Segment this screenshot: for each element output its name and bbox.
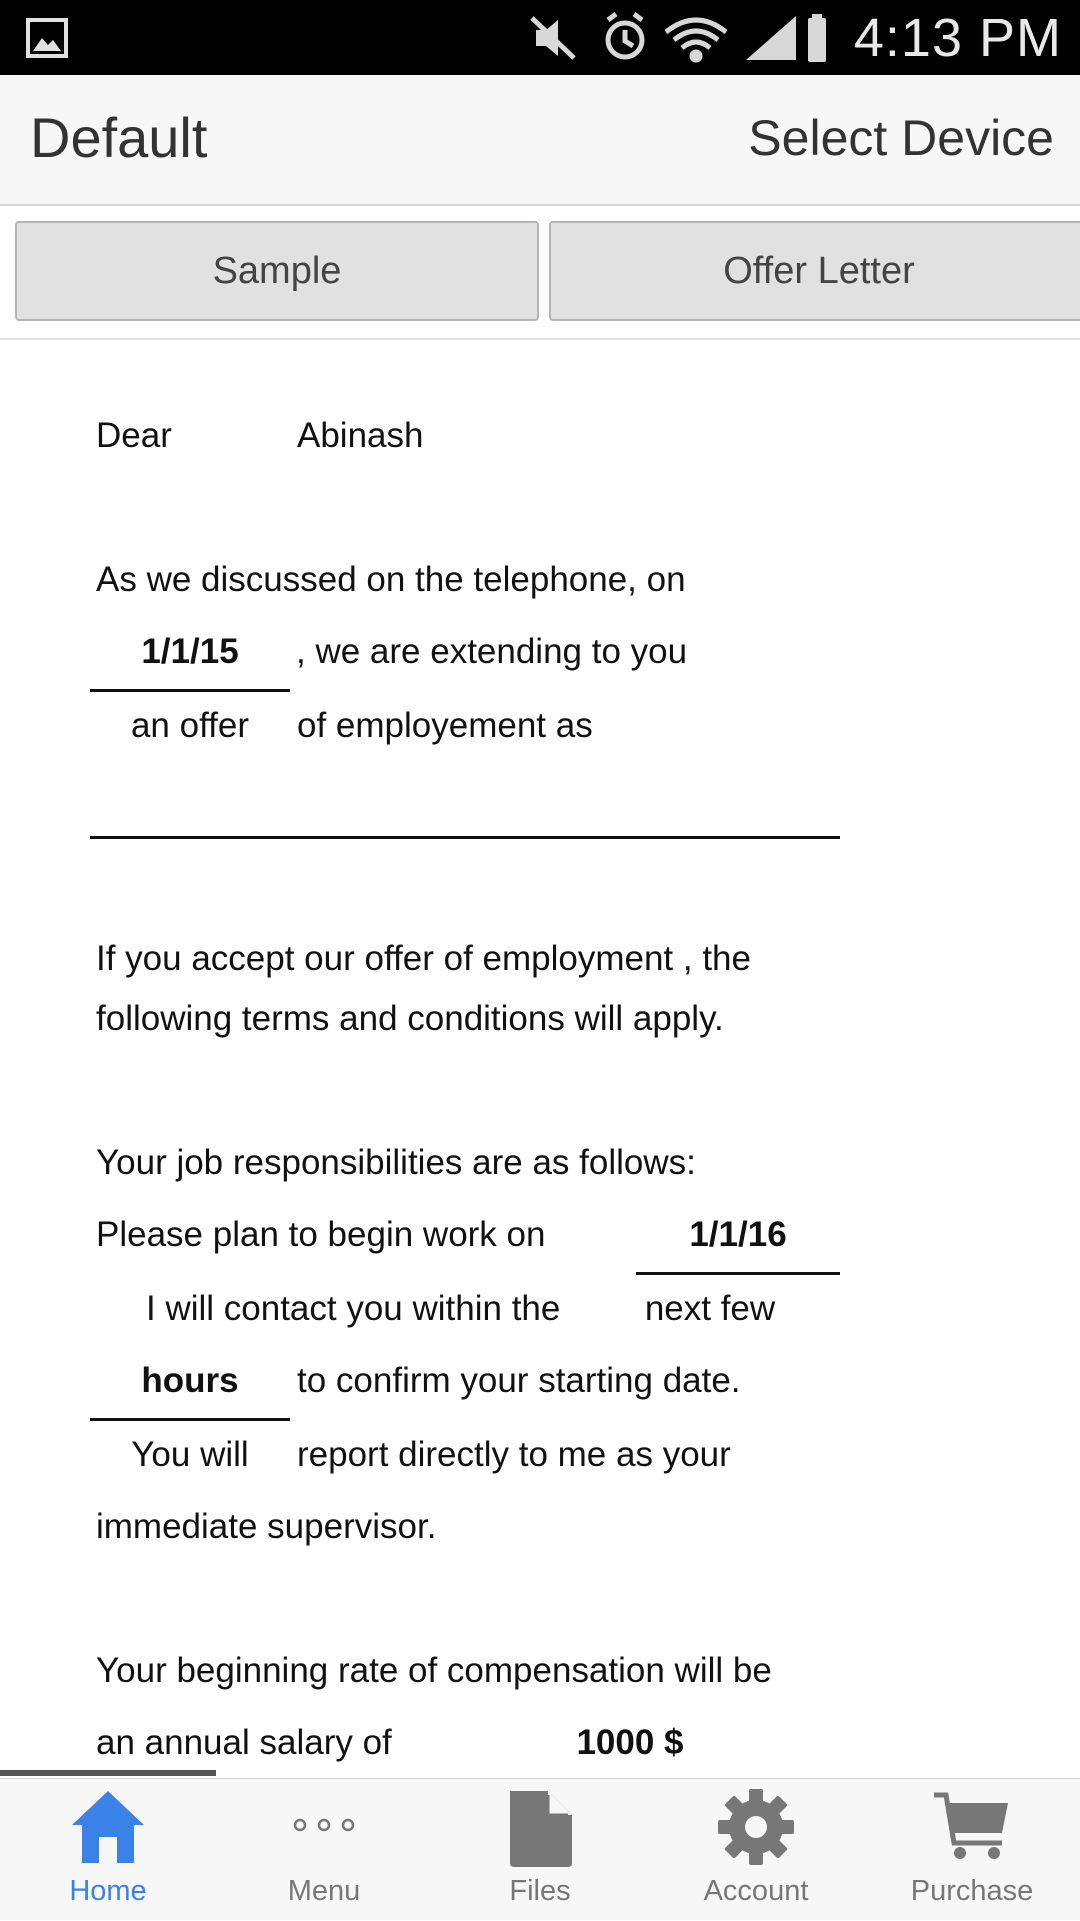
contact-unit-field[interactable]: hours: [141, 1361, 239, 1400]
nav-purchase-label: Purchase: [910, 1875, 1034, 1907]
gear-icon: [716, 1787, 796, 1867]
cart-icon: [932, 1787, 1012, 1867]
para2-line2: following terms and conditions will apply.: [96, 999, 724, 1038]
supervisor-text: immediate supervisor.: [96, 1507, 437, 1546]
wifi-icon: [666, 20, 726, 60]
para4-line2: an annual salary of: [96, 1723, 392, 1762]
recipient-name: Abinash: [297, 416, 424, 455]
you-will-text: You will: [131, 1435, 249, 1474]
nav-files-label: Files: [509, 1875, 571, 1907]
tab-sample[interactable]: Sample: [15, 221, 539, 321]
app-title: Default: [30, 106, 208, 169]
contact-text: I will contact you within the: [146, 1289, 561, 1328]
mute-icon: [532, 18, 574, 58]
battery-icon: [808, 14, 826, 62]
nav-home[interactable]: [0, 1779, 216, 1921]
para3-line1: Your job responsibilities are as follows:: [96, 1143, 696, 1182]
scroll-indicator: [0, 1770, 216, 1776]
nav-menu-label: Menu: [287, 1875, 361, 1907]
signal-icon: [746, 16, 796, 60]
para2-line1: If you accept our offer of employment , the: [96, 939, 751, 978]
confirm-text: to confirm your starting date.: [297, 1361, 741, 1400]
app-bar: [0, 75, 1080, 206]
date-offer-field[interactable]: 1/1/15: [141, 632, 239, 671]
para1-line1: As we discussed on the telephone, on: [96, 560, 686, 599]
para4-line1: Your beginning rate of compensation will be: [96, 1651, 772, 1690]
para3-line2: Please plan to begin work on: [96, 1215, 546, 1254]
status-time: 4:13 PM: [853, 8, 1062, 68]
nav-purchase[interactable]: [864, 1779, 1080, 1921]
more-dots-icon: [284, 1787, 364, 1867]
contact-unit-underline: [90, 1418, 290, 1421]
report-text: report directly to me as your: [297, 1435, 731, 1474]
para1-line3: of employement as: [297, 706, 593, 745]
offer-type-field[interactable]: an offer: [130, 706, 250, 745]
salary-field[interactable]: 1000 $: [576, 1723, 684, 1762]
nav-home-label: Home: [69, 1875, 147, 1907]
start-date-underline: [636, 1272, 840, 1275]
start-date-field[interactable]: 1/1/16: [689, 1215, 787, 1254]
position-underline: [90, 836, 840, 839]
select-device-button[interactable]: Select Device: [748, 110, 1054, 166]
status-icons: [528, 10, 828, 66]
tab-offer-letter[interactable]: Offer Letter: [549, 221, 1080, 321]
nav-menu[interactable]: [216, 1779, 432, 1921]
home-icon: [68, 1787, 148, 1867]
salutation: Dear: [96, 416, 172, 455]
alarm-icon: [608, 14, 642, 57]
nav-account[interactable]: [648, 1779, 864, 1921]
gallery-icon: [26, 18, 68, 58]
nav-account-label: Account: [703, 1875, 809, 1907]
bottom-nav: [0, 1778, 1080, 1920]
date-offer-underline: [90, 689, 290, 692]
file-icon: [500, 1787, 580, 1867]
nav-files[interactable]: [432, 1779, 648, 1921]
contact-window-field[interactable]: next few: [644, 1289, 776, 1328]
tab-bar: [0, 206, 1080, 340]
status-bar: [0, 0, 1080, 75]
para1-line2: , we are extending to you: [296, 632, 688, 671]
document-view: [0, 340, 1080, 1778]
